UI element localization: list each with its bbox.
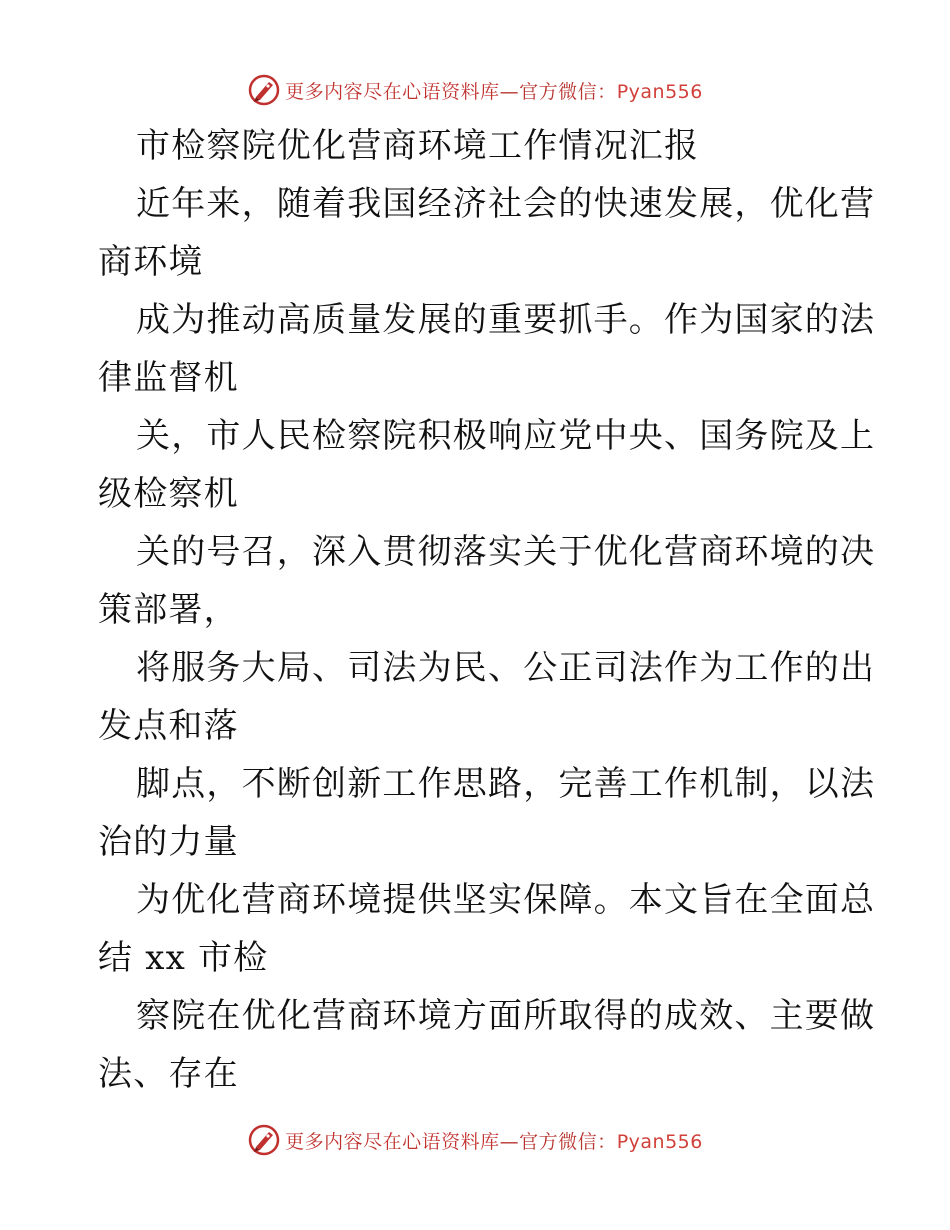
banner-wechat-id: Pyan556 xyxy=(616,80,703,103)
paragraph-line: 律监督机 xyxy=(98,358,239,398)
paragraph-line: 脚点，不断创新工作思路，完善工作机制，以法 xyxy=(136,764,876,804)
pen-logo-icon xyxy=(247,1123,281,1157)
paragraph-line: 关，市人民检察院积极响应党中央、国务院及上 xyxy=(136,416,876,456)
paragraph-line: 察院在优化营商环境方面所取得的成效、主要做 xyxy=(136,996,876,1036)
banner-main-text: 更多内容尽在心语资料库 xyxy=(285,1130,500,1153)
paragraph-line: 法、存在 xyxy=(98,1054,239,1094)
banner-wechat-id: Pyan556 xyxy=(616,1130,703,1153)
paragraph-line: 发点和落 xyxy=(98,706,239,746)
document-title: 市检察院优化营商环境工作情况汇报 xyxy=(136,126,700,166)
paragraph-line: 成为推动高质量发展的重要抓手。作为国家的法 xyxy=(136,300,876,340)
footer-banner xyxy=(0,1120,950,1160)
header-banner xyxy=(0,70,950,110)
banner-separator: — xyxy=(499,1130,520,1153)
paragraph-line: 级检察机 xyxy=(98,474,239,514)
paragraph-line: 为优化营商环境提供坚实保障。本文旨在全面总 xyxy=(136,880,876,920)
banner-wechat-label: 官方微信： xyxy=(519,80,617,103)
paragraph-line: 关的号召，深入贯彻落实关于优化营商环境的决 xyxy=(136,532,876,572)
banner-main-text: 更多内容尽在心语资料库 xyxy=(285,80,500,103)
paragraph-line: 策部署， xyxy=(98,590,239,630)
banner-separator: — xyxy=(499,80,520,103)
banner-text xyxy=(285,77,703,104)
paragraph-line: 近年来，随着我国经济社会的快速发展，优化营 xyxy=(136,184,876,224)
banner-wechat-label: 官方微信： xyxy=(519,1130,617,1153)
banner-text xyxy=(285,1127,703,1154)
paragraph-line: 治的力量 xyxy=(98,822,239,862)
paragraph-line: 商环境 xyxy=(98,242,204,282)
paragraph-line: 将服务大局、司法为民、公正司法作为工作的出 xyxy=(136,648,876,688)
paragraph-line: 结 xx 市检 xyxy=(98,938,269,978)
pen-logo-icon xyxy=(247,73,281,107)
